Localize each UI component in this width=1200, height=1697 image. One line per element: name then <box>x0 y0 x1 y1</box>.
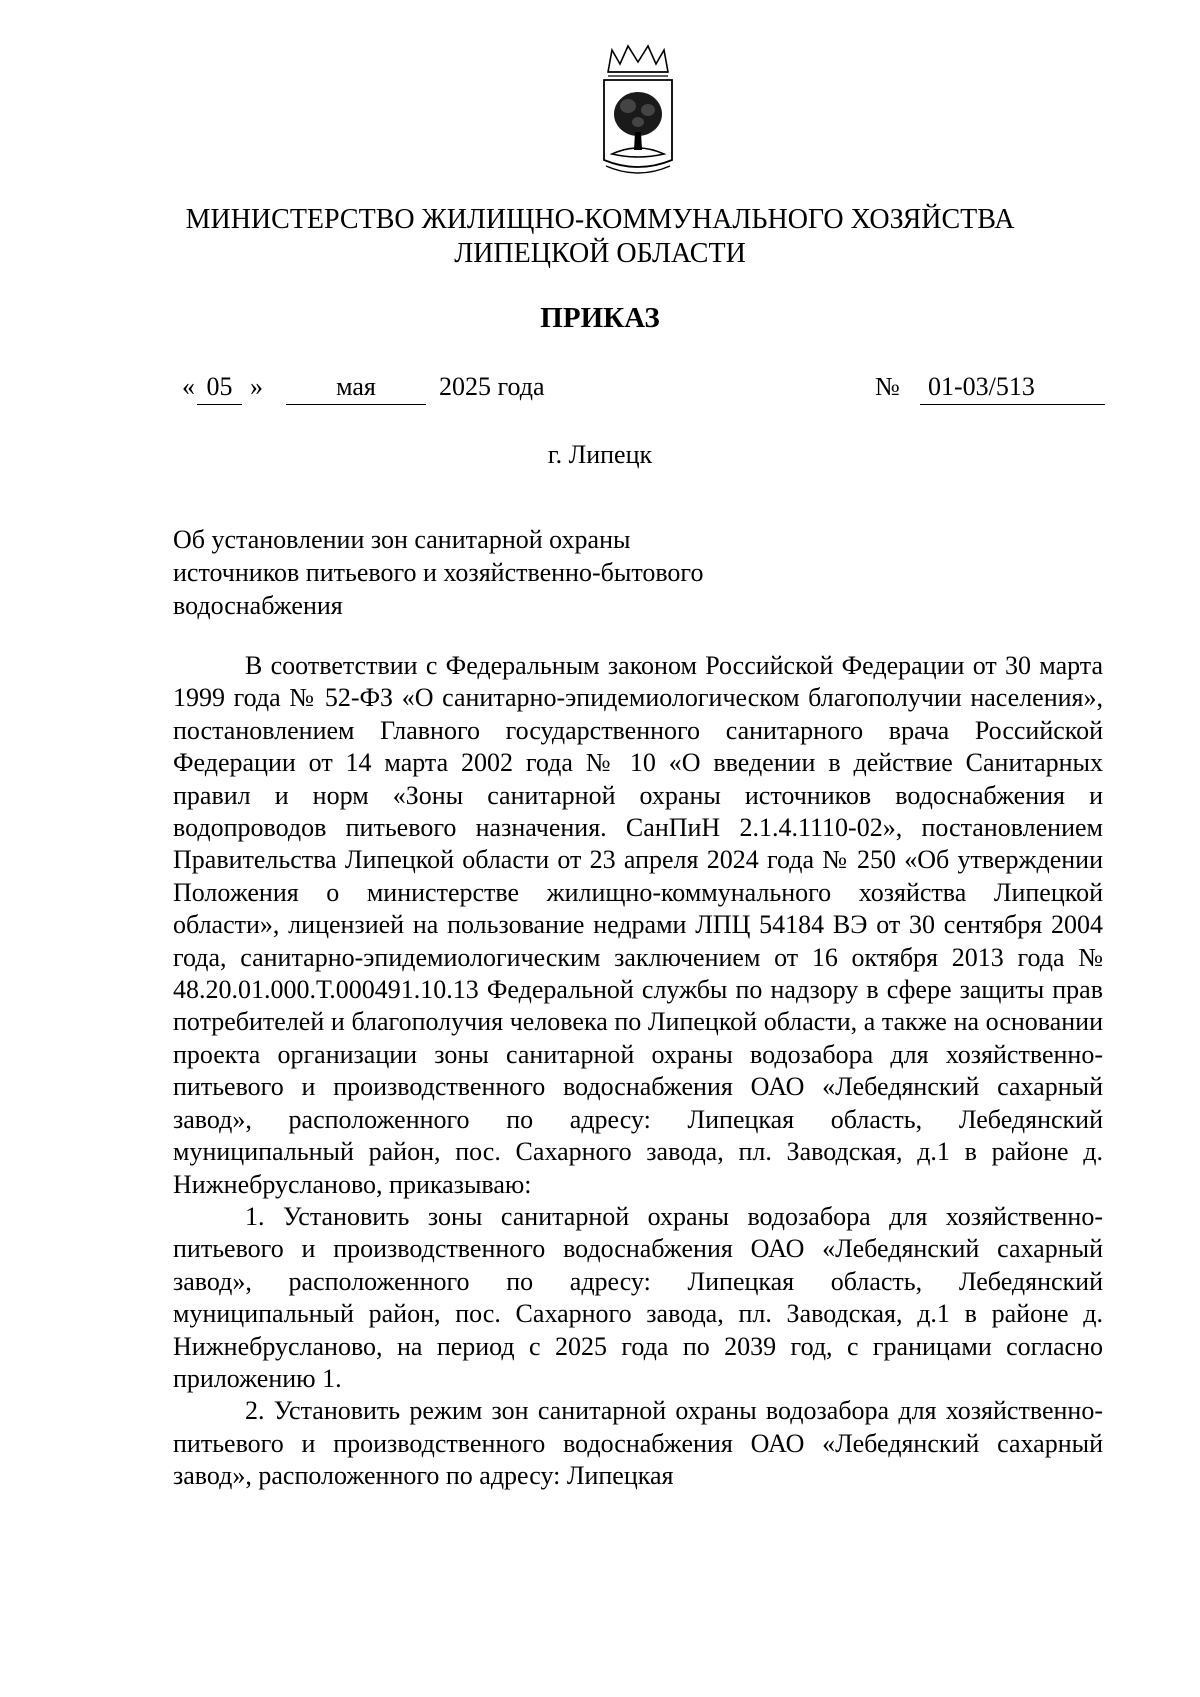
date-day: 05 <box>197 370 242 405</box>
date-number-row <box>175 370 1105 410</box>
ministry-name-line2: ЛИПЕЦКОЙ ОБЛАСТИ <box>454 238 746 269</box>
date-year: 2025 года <box>439 372 545 401</box>
ministry-name-line1: МИНИСТЕРСТВО ЖИЛИЩНО-КОММУНАЛЬНОГО ХОЗЯЙСТВА <box>185 204 1015 235</box>
date-month: мая <box>286 370 426 405</box>
subject-line3: водоснабжения <box>173 591 343 620</box>
subject-line2: источников питьевого и хозяйственно-бытового <box>173 558 704 587</box>
order-body <box>173 650 1103 1493</box>
ministry-name <box>0 203 1200 271</box>
document-type-title: ПРИКАЗ <box>540 302 660 334</box>
date-close-quote: » <box>250 372 263 401</box>
item-1-paragraph: 1. Установить зоны санитарной охраны водозабора для хозяйственно-питьевого и производственного водоснабжения ОАО «Лебедянский сахарный завод», расположенного по адресу: Липецкая область, Лебедянский муниципальный район, пос. Сахарного завода, пл. Заводская, д.1 в районе д. Нижнебрусланово, на период с 2025 года по 2039 год, с границами согласно приложению 1. <box>173 1201 1103 1393</box>
lipetsk-coat-of-arms-icon <box>598 42 678 182</box>
date-open-quote: « <box>182 372 195 401</box>
number-sign: № <box>875 372 900 401</box>
city-name: г. Липецк <box>547 440 653 469</box>
order-subject <box>173 523 793 622</box>
preamble-paragraph: В соответствии с Федеральным законом Российской Федерации от 30 марта 1999 года № 52-ФЗ «О санитарно-эпидемиологическом благополучии населения», постановлением Главного государственного санитарного врача Российской Федерации от 14 марта 2002 года № 10 «О введении в действие Санитарных правил и норм «Зоны санитарной охраны источников водоснабжения и водопроводов питьевого назначения. СанПиН 2.1.4.1110-02», постановлением Правительства Липецкой области от 23 апреля 2024 года № 250 «Об утверждении Положения о министерстве жилищно-коммунального хозяйства Липецкой области», лицензией на пользование недрами ЛПЦ 54184 ВЭ от 30 сентября 2004 года, санитарно-эпидемиологическим заключением от 16 октября 2013 года № 48.20.01.000.Т.000491.10.13 Федеральной службы по надзору в сфере защиты прав потребителей и благополучия человека по Липецкой области, а также на основании проекта организации зоны санитарной охраны водозабора для хозяйственно-питьевого и производственного водоснабжения ОАО «Лебедянский сахарный завод», расположенного по адресу: Липецкая область, Лебедянский муниципальный район, пос. Сахарного завода, пл. Заводская, д.1 в районе д. Нижнебрусланово, приказываю: <box>173 651 1103 1199</box>
subject-line1: Об установлении зон санитарной охраны <box>173 525 631 554</box>
item-2-paragraph: 2. Установить режим зон санитарной охраны водозабора для хозяйственно-питьевого и производственного водоснабжения ОАО «Лебедянский сахарный завод», расположенного по адресу: Липецкая <box>173 1396 1103 1491</box>
order-number: 01-03/513 <box>920 370 1105 405</box>
